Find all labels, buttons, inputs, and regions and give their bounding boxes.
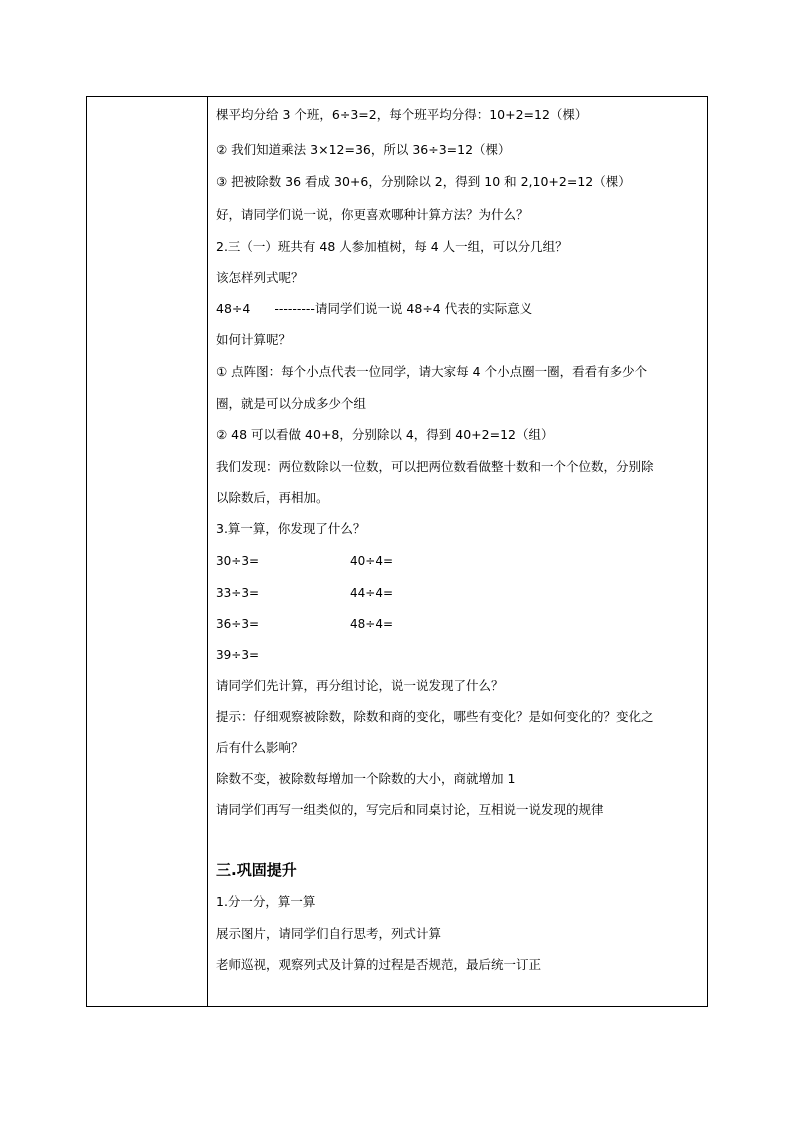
text-line: 棵平均分给 3 个班，6÷3=2，每个班平均分得：10+2=12（棵） [216,107,588,122]
text-line: 如何计算呢？ [216,332,292,347]
text-line: 好，请同学们说一说，你更喜欢哪种计算方法？为什么？ [216,207,529,222]
text-line: 该怎样列式呢？ [216,270,304,285]
text-line: ② 我们知道乘法 3×12=36，所以 36÷3=12（棵） [216,142,511,157]
column-divider [207,97,208,1006]
text-line [216,300,532,318]
expression-note: ---------请同学们说一说 48÷4 代表的实际意义 [274,301,533,316]
text-line: 除数不变，被除数每增加一个除数的大小，商就增加 1 [216,771,516,786]
exercise-item: 40÷4= [350,554,394,568]
text-line: 以除数后，再相加。 [216,490,329,505]
text-line: ② 48 可以看做 40+8，分别除以 4，得到 40+2=12（组） [216,427,554,442]
exercise-item: 36÷3= [216,617,260,631]
text-line: 我们发现：两位数除以一位数，可以把两位数看做整十数和一个个位数，分别除 [216,459,654,474]
exercise-item: 33÷3= [216,586,260,600]
lesson-table [86,96,708,1007]
text-line: 提示：仔细观察被除数，除数和商的变化，哪些有变化？是如何变化的？变化之 [216,709,654,724]
text-line: 3.算一算，你发现了什么？ [216,521,366,536]
text-line: ① 点阵图：每个小点代表一位同学，请大家每 4 个小点圈一圈，看看有多少个 [216,364,648,379]
text-line: 圈，就是可以分成多少个组 [216,396,367,411]
text-line: 老师巡视，观察列式及计算的过程是否规范，最后统一订正 [216,957,542,972]
exercise-item: 48÷4= [350,617,394,631]
text-line: 请同学们先计算，再分组讨论，说一说发现了什么？ [216,678,504,693]
text-line: ③ 把被除数 36 看成 30+6，分别除以 2，得到 10 和 2,10+2=12（棵） [216,174,631,189]
section-heading: 三.巩固提升 [216,861,297,879]
text-line: 1.分一分，算一算 [216,894,316,909]
exercise-item: 44÷4= [350,586,394,600]
text-line: 请同学们再写一组类似的，写完后和同桌讨论，互相说一说发现的规律 [216,802,604,817]
expression: 48÷4 [216,301,251,316]
text-line: 后有什么影响？ [216,740,304,755]
exercise-item: 30÷3= [216,554,260,568]
exercise-item: 39÷3= [216,648,260,662]
text-line: 展示图片，请同学们自行思考，列式计算 [216,926,442,941]
text-line: 2.三（一）班共有 48 人参加植树，每 4 人一组，可以分几组？ [216,239,568,254]
